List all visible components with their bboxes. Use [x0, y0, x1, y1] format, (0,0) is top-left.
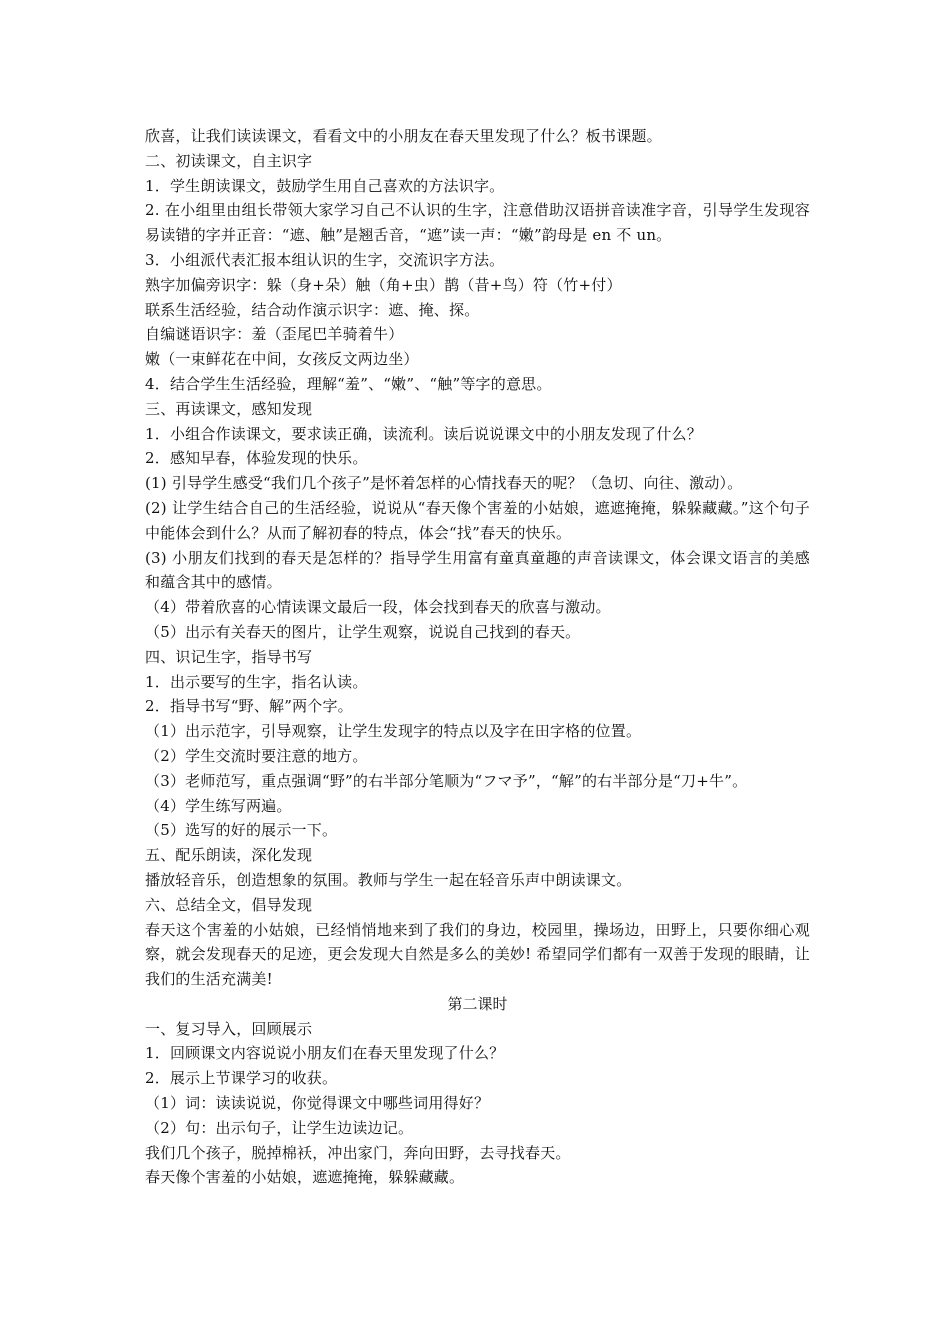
text-line: 1．学生朗读课文，鼓励学生用自己喜欢的方法识字。	[145, 176, 505, 195]
paragraph: （3）老师范写，重点强调“野”的右半部分笔顺为“フマ予”，“解”的右半部分是“刀+牛”。	[145, 771, 748, 790]
text-line: 3．小组派代表汇报本组认识的生字，交流识字方法。	[145, 250, 505, 269]
text-line: （2）句：出示句子，让学生边读边记。	[145, 1118, 414, 1137]
text-line: 1．小组合作读课文，要求读正确，读流利。读后说说课文中的小朋友发现了什么？	[145, 424, 702, 443]
text-line: （1）出示范字，引导观察，让学生发现字的特点以及字在田字格的位置。	[145, 722, 642, 741]
paragraph: (3) 小朋友们找到的春天是怎样的？指导学生用富有童真童趣的声音读课文，体会课文语言的美感和蕴含其中的感情。	[145, 548, 810, 592]
lesson-title: 第二课时	[447, 994, 508, 1013]
text-line: 欣喜，让我们读读课文，看看文中的小朋友在春天里发现了什么？板书课题。	[145, 127, 662, 145]
text-line: 2．感知早春，体验发现的快乐。	[145, 449, 368, 468]
text-line: 熟字加偏旁识字：躲（身+朵）触（角+虫）鹊（昔+鸟）符（竹+付）	[145, 275, 622, 294]
text-line: （5）出示有关春天的图片，让学生观察，说说自己找到的春天。	[145, 622, 581, 641]
section-heading: 三、再读课文，感知发现	[145, 399, 313, 418]
paragraph: (2) 让学生结合自己的生活经验，说说从“春天像个害羞的小姑娘，遮遮掩掩，躲躲藏藏。”这个句子中能体会到什么？从而了解初春的特点，体会“找”春天的快乐。	[145, 498, 810, 542]
text-line: 2．指导书写“野、解”两个字。	[145, 697, 353, 716]
text-line: 1．出示要写的生字，指名认读。	[145, 672, 368, 691]
text-line: 自编谜语识字：羞（歪尾巴羊骑着牛）	[145, 325, 404, 344]
paragraph: 春天这个害羞的小姑娘，已经悄悄地来到了我们的身边，校园里，操场边，田野上，只要你细心观察，就会发现春天的足迹，更会发现大自然是多么的美妙! 希望同学们都有一双善于发现的眼睛，让我们的生活充满美!	[145, 920, 810, 989]
text-line: 1．回顾课文内容说说小朋友们在春天里发现了什么？	[145, 1044, 505, 1063]
text-line: （2）学生交流时要注意的地方。	[145, 746, 368, 765]
text-line: （4）带着欣喜的心情读课文最后一段，体会找到春天的欣喜与激动。	[145, 598, 611, 617]
paragraph: 2. 在小组里由组长带领大家学习自己不认识的生字，注意借助汉语拼音读准字音，引导学生发现容易读错的字并正音：“遮、触”是翘舌音，“遮”读一声：“嫩”韵母是 en 不 un。	[145, 201, 810, 245]
section-heading: 六、总结全文，倡导发现	[145, 895, 313, 914]
document-body	[145, 124, 810, 1190]
text-line: 春天像个害羞的小姑娘，遮遮掩掩，躲躲藏藏。	[145, 1168, 465, 1187]
text-line: （4）学生练写两遍。	[145, 796, 292, 815]
text-line: 嫩（一束鲜花在中间，女孩反文两边坐）	[145, 350, 419, 369]
text-line: 2．展示上节课学习的收获。	[145, 1069, 338, 1088]
text-line: 4．结合学生生活经验，理解“羞”、“嫩”、“触”等字的意思。	[145, 374, 552, 393]
text-line: (1) 引导学生感受“我们几个孩子”是怀着怎样的心情找春天的呢？（急切、向往、激动）。	[145, 474, 743, 493]
section-heading: 五、配乐朗读，深化发现	[145, 846, 313, 865]
text-line: （5）选写的好的展示一下。	[145, 821, 338, 840]
text-line: 播放轻音乐，创造想象的氛围。教师与学生一起在轻音乐声中朗读课文。	[145, 870, 632, 889]
section-heading: 一、复习导入，回顾展示	[145, 1019, 313, 1038]
section-heading: 四、识记生字，指导书写	[145, 647, 313, 666]
text-line: 联系生活经验，结合动作演示识字：遮、掩、探。	[145, 300, 480, 319]
text-line: 我们几个孩子，脱掉棉袄，冲出家门，奔向田野，去寻找春天。	[145, 1143, 571, 1162]
text-line: （1）词：读读说说，你觉得课文中哪些词用得好？	[145, 1094, 490, 1113]
section-heading: 二、初读课文，自主识字	[145, 151, 313, 170]
